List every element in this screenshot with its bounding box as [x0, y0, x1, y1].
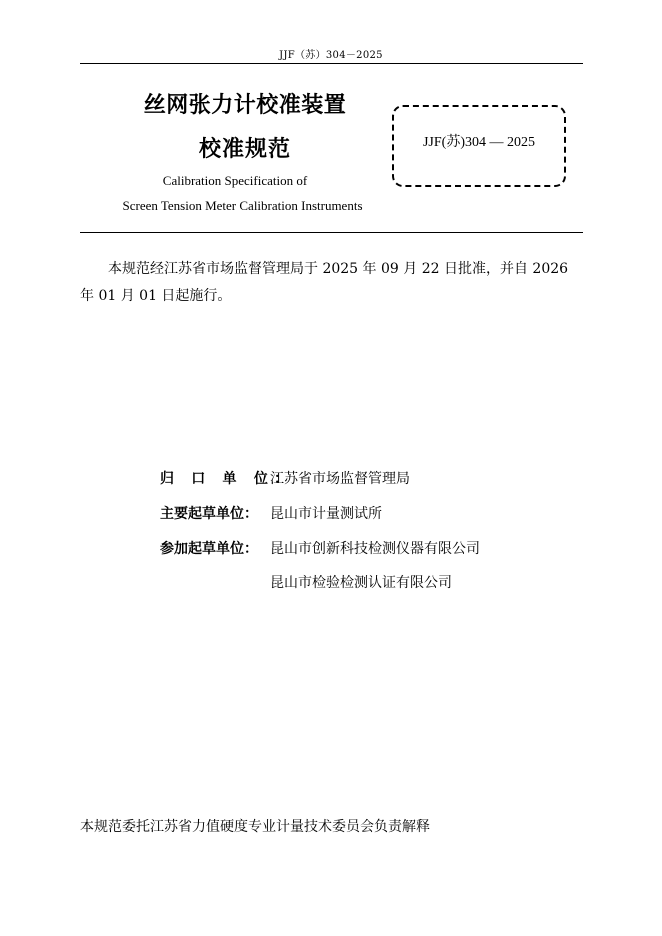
participating-unit-label: 参加起草单位：	[160, 541, 258, 557]
specification-code-box	[392, 105, 566, 187]
main-drafting-unit-value: 昆山市计量测试所	[270, 506, 382, 522]
participating-unit-value-2: 昆山市检验检测认证有限公司	[270, 575, 452, 591]
header-rule	[80, 63, 583, 64]
main-drafting-unit-row	[160, 502, 382, 524]
title-divider-rule	[80, 232, 583, 233]
participating-unit-row-2	[160, 571, 452, 593]
participating-unit-row	[160, 537, 480, 559]
document-title-line-2: 校准规范	[198, 137, 291, 162]
specification-code: JJF(苏)304 — 2025	[422, 135, 535, 150]
responsible-unit-label: 归 口 单 位：	[160, 471, 295, 487]
main-drafting-unit-label: 主要起草单位：	[160, 506, 258, 522]
running-header: JJF（苏）304－2025	[279, 50, 383, 61]
english-title-line-2: Screen Tension Meter Calibration Instruments	[122, 198, 363, 213]
interpretation-note: 本规范委托江苏省力值硬度专业计量技术委员会负责解释	[80, 819, 430, 835]
approval-statement: 本规范经江苏省市场监督管理局于 2025 年 09 月 22 日批准，并自 2026 年 01 月 01 日起施行。	[80, 261, 569, 304]
english-title-line-1: Calibration Specification of	[162, 173, 308, 188]
responsible-unit-value: 江苏省市场监督管理局	[270, 471, 410, 487]
document-title-line-1: 丝网张力计校准装置	[143, 93, 347, 118]
responsible-unit-row	[160, 467, 410, 489]
participating-unit-value-1: 昆山市创新科技检测仪器有限公司	[270, 541, 480, 557]
